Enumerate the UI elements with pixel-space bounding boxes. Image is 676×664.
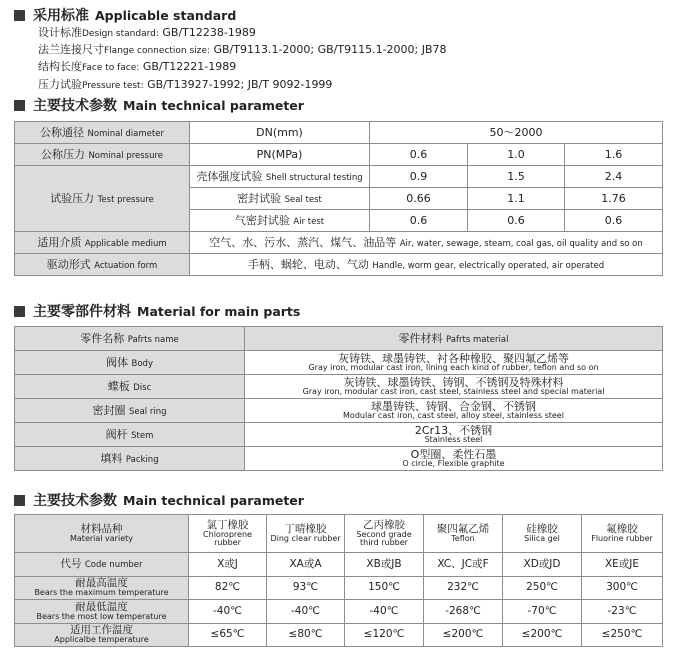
value-cell: 232℃ bbox=[424, 576, 503, 600]
label-en: Pafrts name bbox=[127, 334, 179, 345]
label-en: Bears the most low temperature bbox=[36, 611, 167, 621]
label-en: Seal test bbox=[284, 194, 322, 205]
table-row bbox=[15, 553, 663, 577]
value-cell: 0.6 bbox=[468, 210, 565, 232]
technical-parameter-table bbox=[14, 121, 663, 276]
standard-value: GB/T12221-1989 bbox=[142, 60, 237, 74]
table-row bbox=[15, 232, 663, 254]
heading-zh: 主要技术参数 bbox=[33, 493, 117, 509]
table-row bbox=[15, 576, 663, 600]
label-en: Seal ring bbox=[128, 406, 167, 417]
square-bullet-icon bbox=[14, 10, 25, 21]
standard-label-en: Pressure test: bbox=[82, 80, 144, 91]
label-en: Bears the maximum temperature bbox=[34, 588, 169, 598]
material-column-header bbox=[582, 515, 663, 553]
value-cell: -40℃ bbox=[345, 600, 424, 624]
value-cell: ≤120℃ bbox=[345, 623, 424, 647]
material-zh: 球墨铸铁、铸钢、合金钢、不锈钢 bbox=[371, 399, 536, 413]
value-cell: -268℃ bbox=[424, 600, 503, 624]
row-label bbox=[15, 576, 189, 600]
section-material-heading bbox=[14, 301, 300, 321]
value-cell: 1.5 bbox=[468, 166, 565, 188]
standard-label-zh: 法兰连接尺寸 bbox=[38, 43, 104, 57]
sub-label bbox=[190, 210, 370, 232]
actuation-label bbox=[15, 254, 190, 276]
label-en: Pafrts material bbox=[446, 334, 509, 345]
label-zh: 代号 bbox=[60, 557, 82, 570]
value-cell: 0.66 bbox=[370, 188, 468, 210]
standard-label-en: Design standard: bbox=[82, 29, 159, 39]
unit-cell: DN(mm) bbox=[190, 122, 370, 144]
standard-label-zh: 压力试验 bbox=[38, 77, 82, 91]
label-en: Teflon bbox=[451, 534, 475, 543]
row-label bbox=[15, 600, 189, 624]
label-en: Code number bbox=[84, 559, 143, 570]
material-en: Gray iron, modular cast iron, lining each kind of rubber, teflon and so on bbox=[308, 363, 599, 373]
label-zh: 丁晴橡胶 bbox=[284, 522, 327, 535]
value-cell: 1.6 bbox=[565, 144, 663, 166]
row-label bbox=[15, 623, 189, 647]
label-en: Applicable medium bbox=[84, 238, 167, 249]
table-row bbox=[15, 447, 663, 471]
value-cell: 0.6 bbox=[370, 210, 468, 232]
value-cell: XC、JC或F bbox=[424, 553, 503, 577]
square-bullet-icon bbox=[14, 100, 25, 111]
heading-zh: 主要技术参数 bbox=[33, 98, 117, 114]
table-row bbox=[15, 166, 663, 188]
value-cell: XB或JB bbox=[345, 553, 424, 577]
value-cell: -40℃ bbox=[267, 600, 345, 624]
standard-label-zh: 设计标准 bbox=[38, 26, 82, 39]
label-en: Air test bbox=[293, 216, 325, 227]
standard-line bbox=[38, 25, 447, 42]
material-column-header bbox=[424, 515, 503, 553]
label-zh: 硅橡胶 bbox=[526, 522, 558, 535]
label-en: Fluorine rubber bbox=[591, 534, 653, 543]
standard-line bbox=[38, 59, 447, 76]
nominal-diameter-label bbox=[15, 122, 190, 144]
part-material bbox=[245, 423, 663, 447]
standard-label-zh: 结构长度 bbox=[38, 60, 82, 74]
table-row bbox=[15, 144, 663, 166]
table-row bbox=[15, 423, 663, 447]
part-material bbox=[245, 375, 663, 399]
value-cell: ≤250℃ bbox=[582, 623, 663, 647]
label-zh: 公称通径 bbox=[40, 125, 85, 139]
value-cell: ≤80℃ bbox=[267, 623, 345, 647]
material-zh: 灰铸铁、球墨铸铁、衬各种橡胶、聚四氟乙烯等 bbox=[338, 351, 569, 365]
value-cell: 2.4 bbox=[565, 166, 663, 188]
heading-en: Main technical parameter bbox=[123, 97, 304, 113]
label-zh: 公称压力 bbox=[40, 147, 85, 161]
standards-list bbox=[38, 25, 447, 94]
label-zh: 零件名称 bbox=[80, 331, 125, 345]
value-cell: 1.0 bbox=[468, 144, 565, 166]
label-en: Test pressure bbox=[97, 194, 154, 205]
material-table bbox=[14, 326, 663, 471]
unit-cell: PN(MPa) bbox=[190, 144, 370, 166]
label-zh: 试验压力 bbox=[50, 191, 95, 205]
value-cell: ≤65℃ bbox=[189, 623, 267, 647]
material-column-header bbox=[345, 515, 424, 553]
table-row bbox=[15, 254, 663, 276]
value-cell: 1.76 bbox=[565, 188, 663, 210]
heading-zh: 主要零部件材料 bbox=[33, 304, 131, 320]
label-en: Material variety bbox=[70, 534, 133, 543]
part-name-header bbox=[15, 327, 245, 351]
standard-value: GB/T12238-1989 bbox=[162, 26, 256, 39]
label-en: Ding clear rubber bbox=[270, 534, 341, 543]
part-material bbox=[245, 447, 663, 471]
label-en: Second grade third rubber bbox=[356, 530, 412, 547]
label-zh: 适用工作温度 bbox=[70, 624, 133, 637]
part-material-header bbox=[245, 327, 663, 351]
sub-label bbox=[190, 188, 370, 210]
label-zh: 阀体 bbox=[106, 355, 129, 369]
medium-label bbox=[15, 232, 190, 254]
part-name bbox=[15, 399, 245, 423]
nominal-pressure-label bbox=[15, 144, 190, 166]
heading-en: Main technical parameter bbox=[123, 492, 304, 508]
value-cell: X或J bbox=[189, 553, 267, 577]
part-material bbox=[245, 351, 663, 375]
part-name bbox=[15, 423, 245, 447]
standard-label-en: Flange connection size: bbox=[104, 46, 210, 57]
label-zh: 乙丙橡胶 bbox=[363, 518, 405, 531]
label-en: Packing bbox=[125, 454, 159, 465]
table-row bbox=[15, 375, 663, 399]
label-zh: 壳体强度试验 bbox=[196, 169, 263, 183]
label-zh: 零件材料 bbox=[398, 331, 443, 345]
section-rubber-heading bbox=[14, 490, 304, 510]
label-zh: 驱动形式 bbox=[46, 257, 91, 271]
label-en: Applicalbe temperature bbox=[54, 635, 149, 645]
standard-line bbox=[38, 77, 447, 94]
standard-line bbox=[38, 42, 447, 59]
medium-value bbox=[190, 232, 663, 254]
material-column-header bbox=[189, 515, 267, 553]
value-cell: ≤200℃ bbox=[424, 623, 503, 647]
value-cell: 50～2000 bbox=[370, 122, 663, 144]
section-technical-heading bbox=[14, 95, 304, 115]
label-en: Chloroprene rubber bbox=[203, 530, 252, 547]
label-zh: 氟橡胶 bbox=[606, 522, 638, 535]
heading-zh: 采用标准 bbox=[33, 8, 89, 24]
standard-label-en: Face to face: bbox=[82, 63, 140, 74]
label-en: Nominal diameter bbox=[87, 128, 164, 139]
material-en: Gray iron, modular cast iron, cast steel, stainless steel and special material bbox=[302, 387, 605, 397]
material-zh: O型圈、柔性石墨 bbox=[410, 447, 497, 461]
heading-en: Material for main parts bbox=[137, 303, 301, 319]
label-en: Nominal pressure bbox=[88, 150, 164, 161]
rubber-parameter-table bbox=[14, 514, 663, 647]
label-zh: 耐最低温度 bbox=[75, 600, 128, 613]
part-name bbox=[15, 447, 245, 471]
square-bullet-icon bbox=[14, 306, 25, 317]
table-row bbox=[15, 327, 663, 351]
table-row bbox=[15, 351, 663, 375]
value-cell: 82℃ bbox=[189, 576, 267, 600]
material-en: Stainless steel bbox=[424, 435, 483, 445]
label-zh: 氯丁橡胶 bbox=[206, 518, 249, 531]
material-en: Modular cast iron, cast steel, alloy steel, stainless steel bbox=[343, 411, 564, 421]
value-zh: 空气、水、污水、蒸汽、煤气、油品等 bbox=[209, 235, 397, 249]
square-bullet-icon bbox=[14, 495, 25, 506]
label-zh: 密封试验 bbox=[237, 191, 282, 205]
value-cell: 300℃ bbox=[582, 576, 663, 600]
standard-value: GB/T9113.1-2000; GB/T9115.1-2000; JB78 bbox=[213, 43, 447, 57]
sub-label bbox=[190, 166, 370, 188]
value-cell: -70℃ bbox=[503, 600, 582, 624]
label-zh: 耐最高温度 bbox=[75, 577, 128, 590]
label-zh: 材料品种 bbox=[80, 522, 123, 535]
material-column-header bbox=[267, 515, 345, 553]
material-en: O circle, Flexible graphite bbox=[402, 459, 505, 469]
label-en: Body bbox=[131, 358, 153, 369]
value-cell: 93℃ bbox=[267, 576, 345, 600]
section-standard-heading bbox=[14, 5, 236, 25]
value-cell: 0.9 bbox=[370, 166, 468, 188]
actuation-value bbox=[190, 254, 663, 276]
value-cell: 250℃ bbox=[503, 576, 582, 600]
heading-en: Applicable standard bbox=[95, 7, 237, 23]
value-cell: 0.6 bbox=[370, 144, 468, 166]
label-en: Shell structural testing bbox=[265, 172, 363, 183]
table-row bbox=[15, 399, 663, 423]
value-cell: XD或JD bbox=[503, 553, 582, 577]
value-cell: XE或JE bbox=[582, 553, 663, 577]
part-name bbox=[15, 375, 245, 399]
value-cell: 150℃ bbox=[345, 576, 424, 600]
table-row bbox=[15, 600, 663, 624]
label-zh: 聚四氟乙烯 bbox=[436, 522, 490, 535]
label-zh: 填料 bbox=[100, 451, 123, 465]
part-name bbox=[15, 351, 245, 375]
value-cell: -40℃ bbox=[189, 600, 267, 624]
row-label bbox=[15, 553, 189, 577]
table-row bbox=[15, 623, 663, 647]
table-row bbox=[15, 515, 663, 553]
material-column-header bbox=[503, 515, 582, 553]
value-cell: -23℃ bbox=[582, 600, 663, 624]
label-zh: 适用介质 bbox=[37, 235, 82, 249]
value-cell: 0.6 bbox=[565, 210, 663, 232]
value-cell: ≤200℃ bbox=[503, 623, 582, 647]
value-cell: 1.1 bbox=[468, 188, 565, 210]
part-material bbox=[245, 399, 663, 423]
value-en: Handle, worm gear, electrically operated, air operated bbox=[372, 260, 605, 271]
label-en: Silica gel bbox=[524, 534, 560, 543]
label-zh: 气密封试验 bbox=[234, 213, 290, 227]
value-en: Air, water, sewage, steam, coal gas, oil quality and so on bbox=[399, 238, 643, 249]
label-zh: 阀杆 bbox=[105, 427, 128, 441]
value-cell: XA或A bbox=[267, 553, 345, 577]
standard-value: GB/T13927-1992; JB/T 9092-1999 bbox=[147, 77, 333, 91]
material-variety-header bbox=[15, 515, 189, 553]
label-en: Disc bbox=[133, 382, 152, 393]
label-zh: 蝶板 bbox=[107, 379, 130, 393]
value-zh: 手柄、蜗轮、电动、气动 bbox=[247, 257, 369, 271]
label-en: Actuation form bbox=[94, 260, 158, 271]
material-zh: 灰铸铁、球墨铸铁、铸钢、不锈钢及特殊材料 bbox=[343, 375, 564, 389]
label-en: Stem bbox=[131, 430, 154, 441]
label-zh: 密封圈 bbox=[92, 403, 126, 417]
table-row bbox=[15, 122, 663, 144]
material-zh: 2Cr13、不锈钢 bbox=[414, 423, 493, 437]
test-pressure-label bbox=[15, 166, 190, 232]
